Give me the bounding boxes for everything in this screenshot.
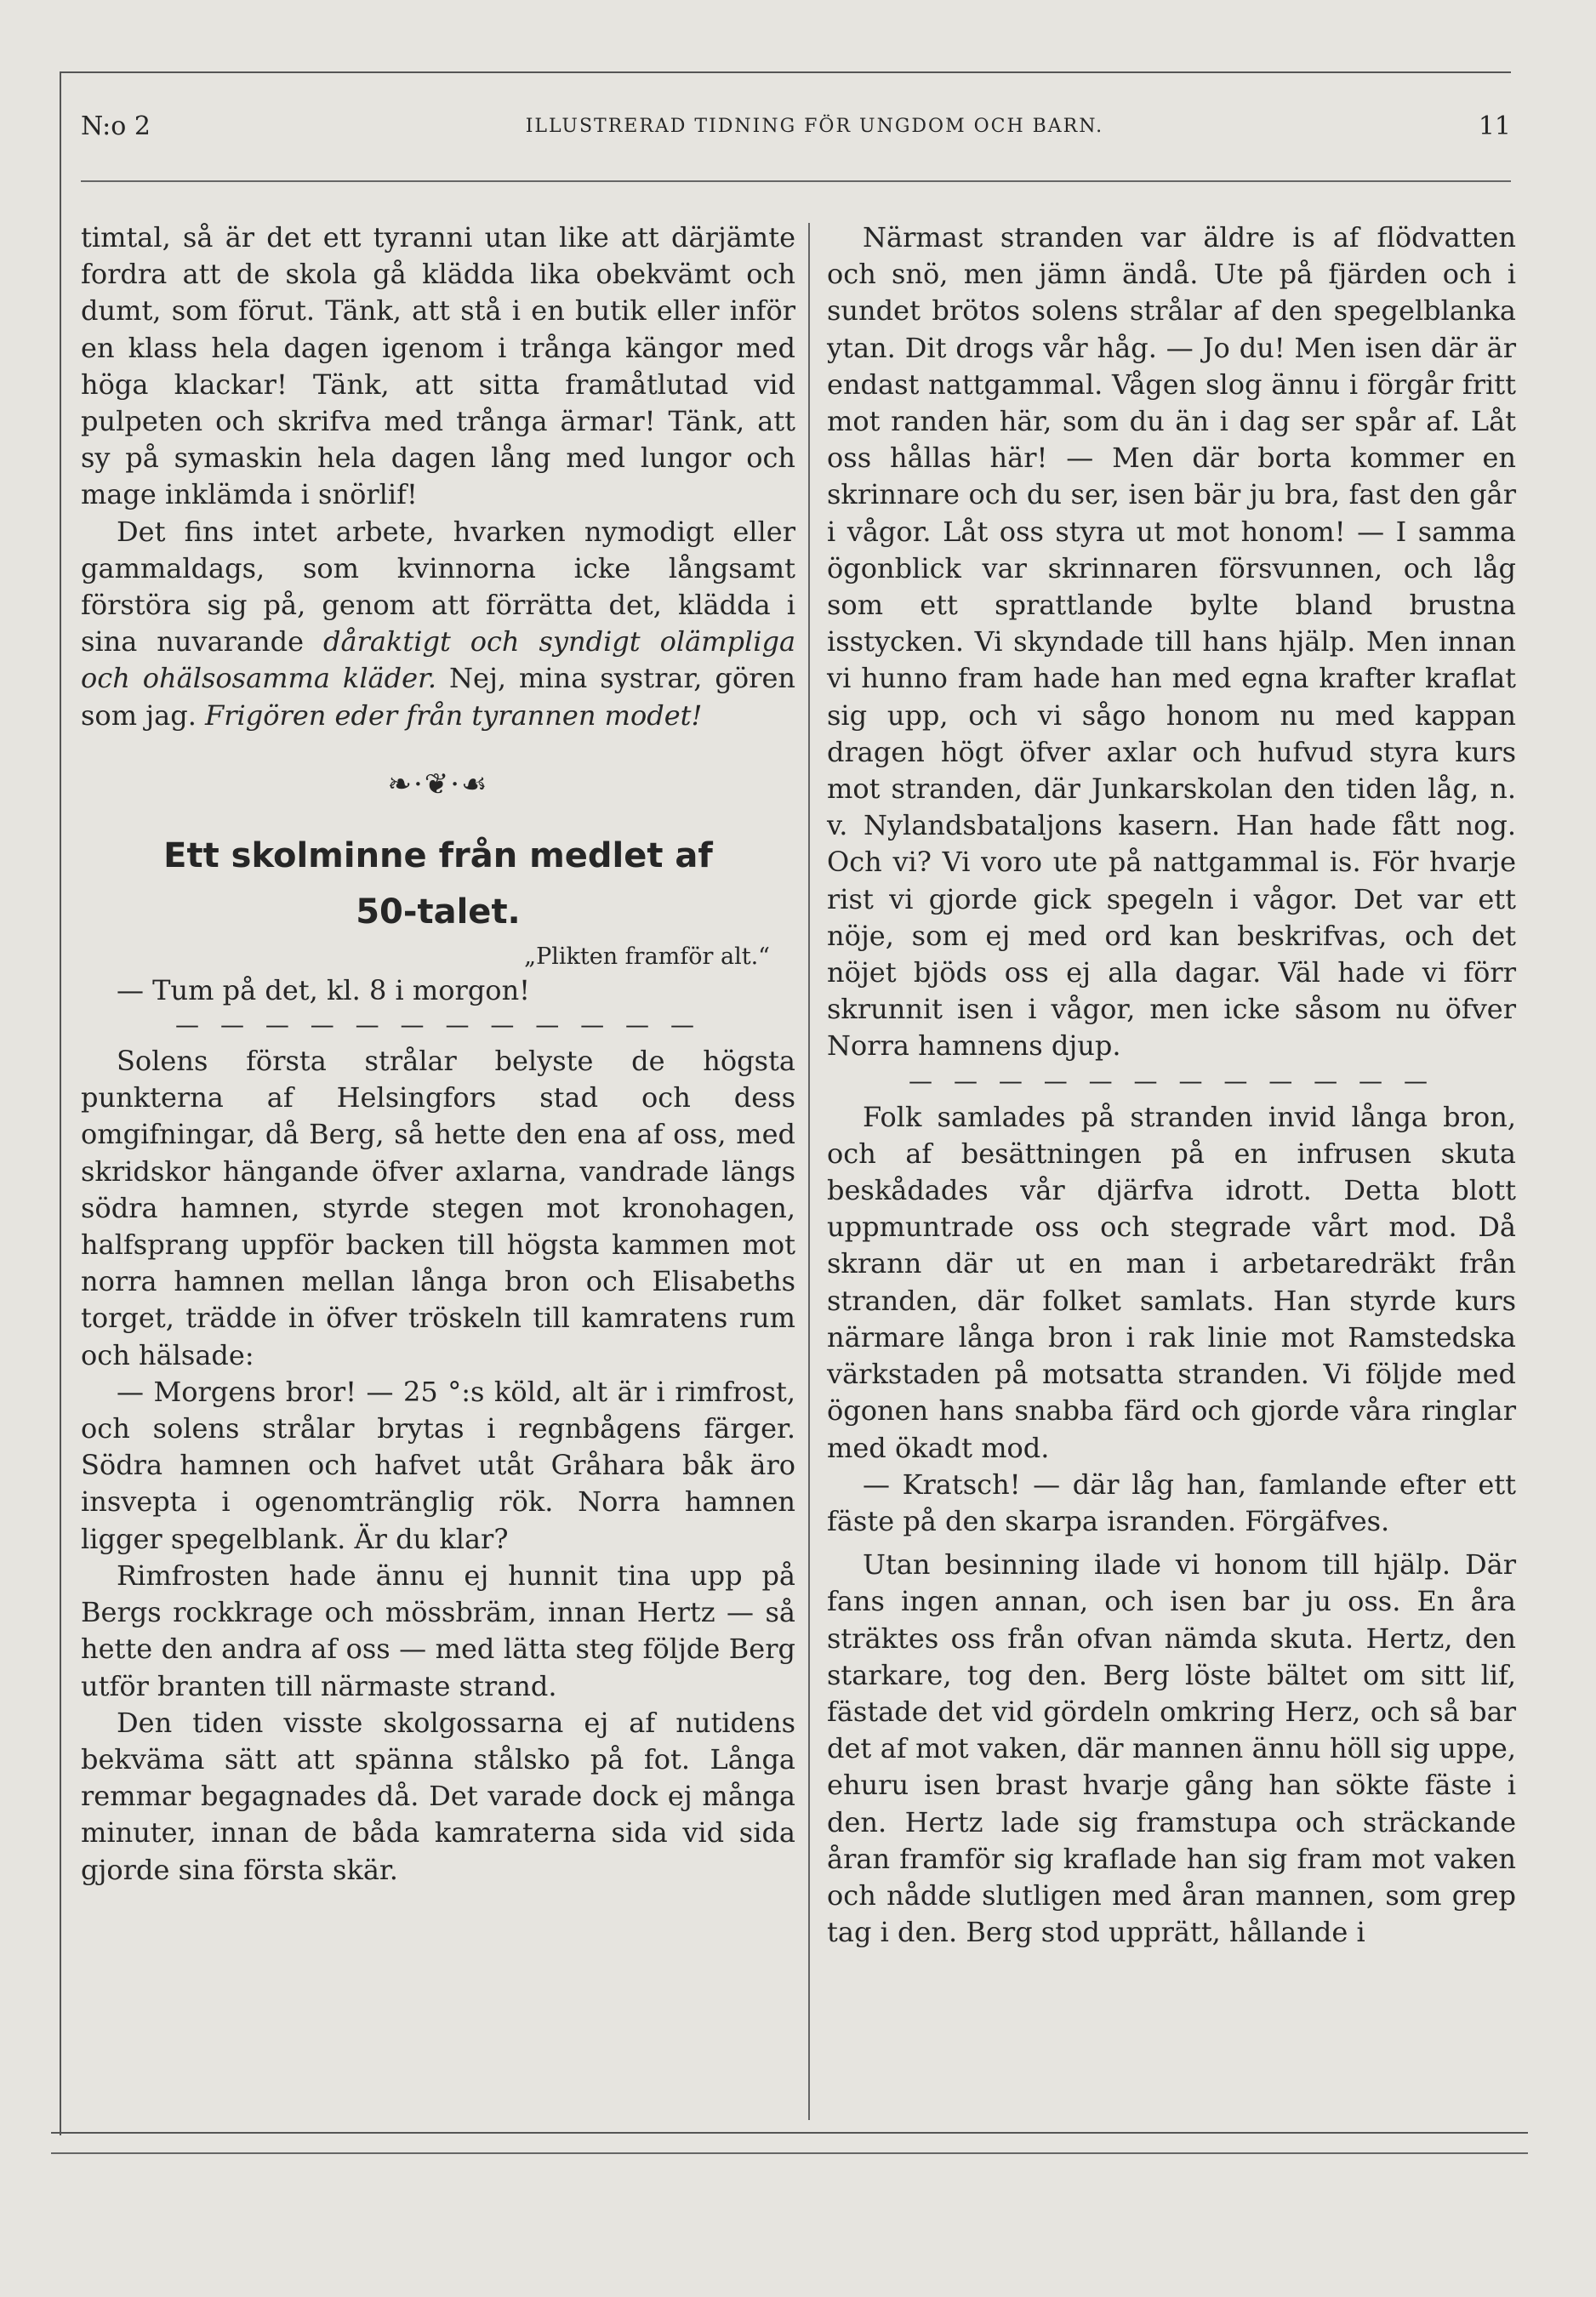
motto: „Plikten framför alt.“ — [524, 943, 770, 970]
right-column — [827, 219, 1516, 1951]
left-column — [81, 219, 795, 1889]
page-frame-left — [60, 71, 61, 2135]
paragraph: Närmast stranden var äldre is af flödvatten och snö, men jämn ändå. Ute på fjärden och i sundet brötos solens strålar af den spegelblanka ytan. Dit drogs vår håg. — Jo du! Men isen där är endast nattgammal. Vågen slog ännu i förgår fritt mot randen här, som du än i dag ser spår af. Låt oss hållas här! — Men där borta kommer en skrinnare och du ser, isen bär ju bra, fast den går i vågor. Låt oss styra ut mot honom! — I samma ögonblick var skrinnaren försvunnen, och låg som ett sprattlande bylte bland brustna isstycken. Vi skyndade till hans hjälp. Men innan vi hunno fram hade han med egna krafter kraflat sig upp, och vi sågo honom nu med kappan dragen högt öfver axlar och hufvud styra kurs mot stranden, där Junkarskolan den tiden låg, n. v. Nylandsbataljons kasern. Han hade fått nog. Och vi? Vi voro ute på nattgammal is. För hvarje rist vi gjorde gick spegeln i vågor. Det var ett nöje, som ej med ord kan beskrifvas, och det nöjet bjöds oss ej alla dagar. Väl hade vi förr skrunnit isen i vågor, men icke såsom nu öfver Norra hamnens djup. — [827, 221, 1516, 1063]
section-dashes: — — — — — — — — — — — — — [175, 1011, 701, 1040]
paragraph: Solens första strålar belyste de högsta punkterna af Helsingfors stad och dess omgifningar, då Berg, så hette den ena af oss, med skridskor hängande öfver axlarna, vandrade längs södra hamnen, styrde stegen mot kronohagen, halfsprang uppför backen till högsta kammen mot norra hamnen mellan långa bron och Elisabeths torget, trädde in öfver tröskeln till kamratens rum och hälsade: — [81, 1045, 795, 1371]
paragraph: — Kratsch! — där låg han, famlande efter ett fäste på den skarpa isranden. Förgäfves. — [827, 1468, 1516, 1537]
paragraph: timtal, så är det ett tyranni utan like att därjämte fordra att de skola gå klädda lika obekvämt och dumt, som förut. Tänk, att stå i en butik eller inför en klass hela dagen igenom i trånga kängor med höga klackar! Tänk, att sitta framåtlutad vid pulpeten och skrifva med trånga ärmar! Tänk, att sy på symaskin hela dagen lång med lungor och mage inklämda i snörlif! — [81, 221, 795, 511]
paragraph-gap — [827, 1540, 1516, 1547]
section-dashes: — — — — — — — — — — — — — [909, 1066, 1434, 1095]
article-title-line-2: 50-talet. — [356, 892, 521, 932]
paragraph: Folk samlades på stranden invid långa bron, och af besättningen på en infrusen skuta beskådades vår djärfva idrott. Detta blott uppmuntrade oss och stegrade vårt mod. Då skrann där ut en man i arbetaredräkt från stranden, där folket samlats. Han styrde kurs närmare långa bron i rak linie mot Ramstedska värkstaden på motsatta stranden. Vi följde med ögonen hans snabba färd och gjorde våra ringlar med ökadt mod. — [827, 1100, 1516, 1464]
issue-number: N:o 2 — [81, 111, 151, 141]
paragraph — [81, 514, 795, 734]
column-divider — [808, 223, 810, 2120]
page-number: 11 — [1478, 111, 1511, 141]
page-frame-bottom — [51, 2132, 1528, 2134]
paragraph: Den tiden visste skolgossarna ej af nutidens bekväma sätt att spänna stålsko på fot. Långa remmar begagnades då. Det varade dock ej många minuter, innan de båda kamraterna sida vid sida gjorde sina första skär. — [81, 1706, 795, 1886]
page-frame-bottom-inner — [51, 2152, 1528, 2154]
italic-text: Frigören eder från tyrannen modet! — [205, 698, 703, 732]
text-run: Nej, mina systrar, gören som jag. — [81, 662, 796, 732]
paragraph: — Morgens bror! — 25 °:s köld, alt är i rimfrost, och solens strålar brytas i regnbågens färger. Södra hamnen och hafvet utåt Gråhara båk äro insvepta i ogenomtränglig rök. Norra hamnen ligger spegelblank. Är du klar? — [81, 1375, 795, 1555]
masthead: ILLUSTRERAD TIDNING FÖR UNGDOM OCH BARN. — [525, 115, 1104, 137]
paragraph: Utan besinning ilade vi honom till hjälp. Där fans ingen annan, och isen bar ju oss. En åra sträktes oss från ofvan nämda skuta. Hertz, den starkare, tog den. Berg löste bältet om sitt lif, fästade det vid gördeln omkring Herz, och så bar det af mot vaken, där mannen ännu höll sig uppe, ehuru isen brast hvarje gång han sökte fäste i den. Hertz lade sig framstupa och sträckande åran framför sig kraflade han sig fram mot vaken och nådde slutligen med åran mannen, som grep tag i den. Berg stod upprätt, hållande i — [827, 1548, 1516, 1949]
paragraph: — Tum på det, kl. 8 i morgon! — [117, 973, 531, 1006]
page-frame-top — [60, 71, 1511, 73]
page-header — [81, 109, 1511, 143]
article-title-line-1: Ett skolminne från medlet af — [163, 835, 713, 875]
paragraph: Rimfrosten hade ännu ej hunnit tina upp på Bergs rockkrage och mössbräm, innan Hertz — så hette den andra af oss — med lätta steg följde Berg utför branten till närmaste strand. — [81, 1559, 795, 1702]
ornament: ❧·❦·☙ — [387, 767, 489, 801]
header-rule — [81, 180, 1511, 182]
italic-text: dåraktigt och syndigt olämpliga och ohälsosamma kläder. — [81, 625, 796, 695]
text-run: Det fins intet arbete, hvarken nymodigt eller gammaldags, som kvinnorna icke långsamt förstöra sig på, genom att förrätta det, klädda i sina nuvarande — [81, 515, 795, 658]
